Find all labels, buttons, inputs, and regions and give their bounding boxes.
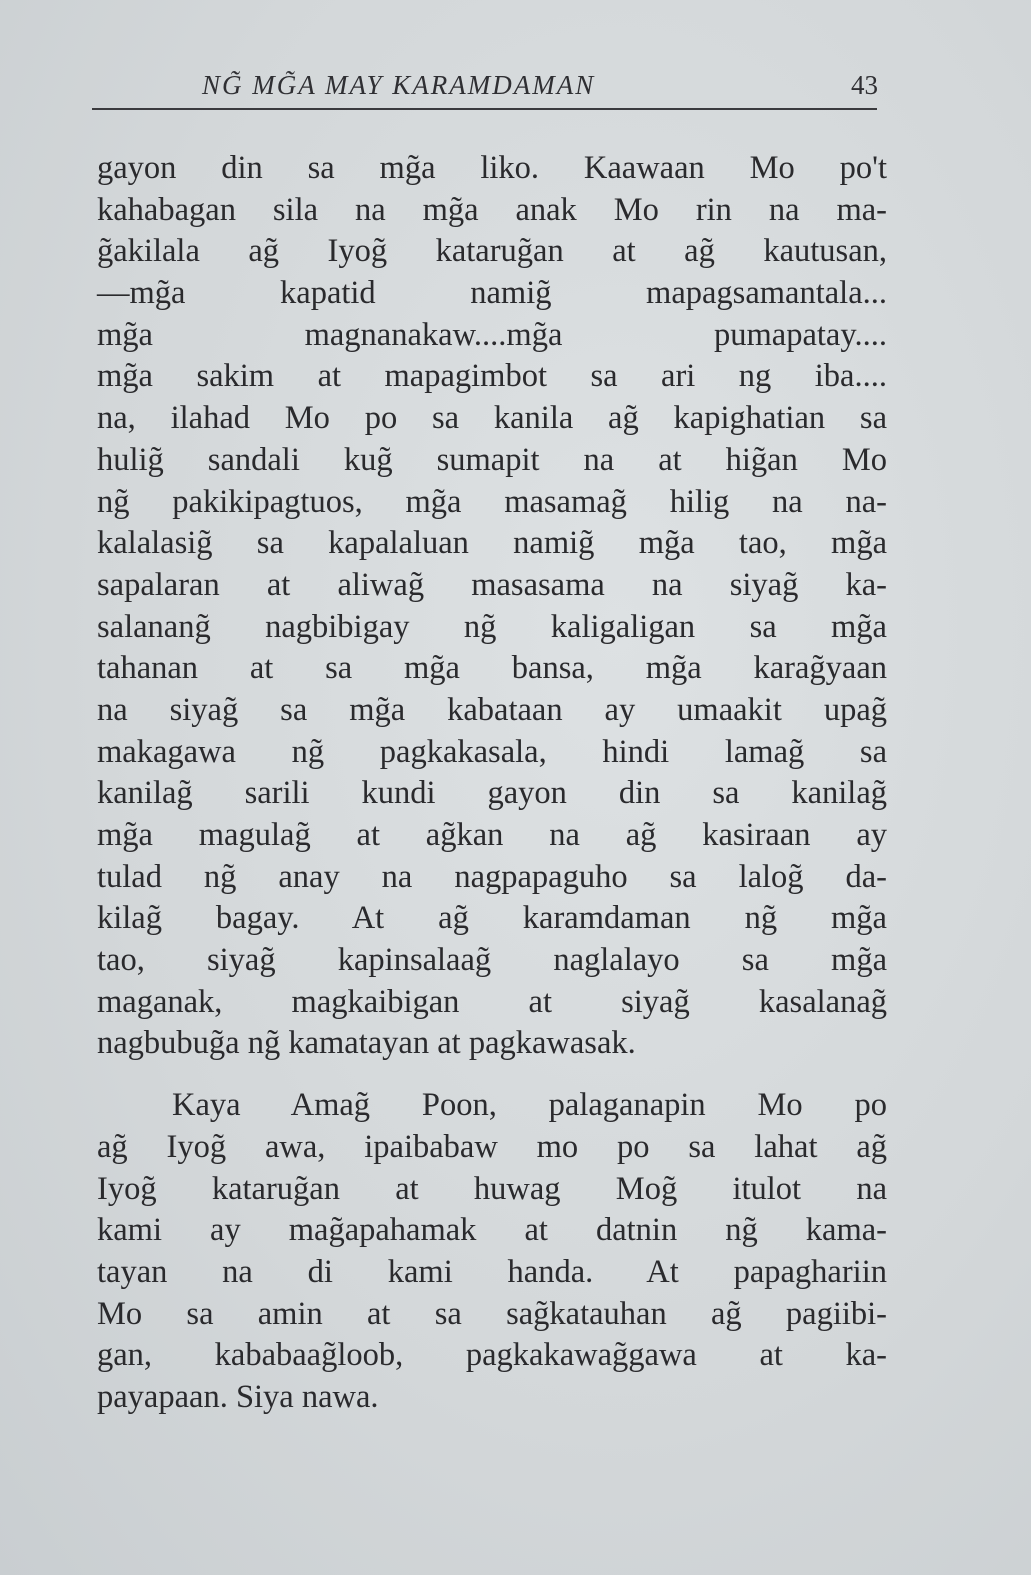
text-line: ng̃ pakikipagtuos, mg̃a masamag̃ hilig na na- — [97, 483, 887, 520]
text-line: kahabagan sila na mg̃a anak Mo rin na ma- — [97, 191, 887, 228]
text-line: sapalaran at aliwag̃ masasama na siyag̃ ka- — [97, 566, 887, 603]
text-line: salanang̃ nagbibigay ng̃ kaligaligan sa mg̃a — [97, 608, 887, 645]
text-line: kilag̃ bagay. At ag̃ karamdaman ng̃ mg̃a — [97, 900, 887, 937]
text-line: Iyog̃ katarug̃an at huwag Mog̃ itulot na — [97, 1170, 887, 1207]
header-rule — [92, 108, 877, 110]
paragraph-gap — [97, 1065, 887, 1085]
body-text — [97, 148, 887, 1419]
text-line: na siyag̃ sa mg̃a kabataan ay umaakit upag̃ — [97, 691, 887, 728]
text-line: kanilag̃ sarili kundi gayon din sa kanilag̃ — [97, 775, 887, 812]
running-head — [92, 70, 882, 110]
text-line: —mg̃a kapatid namig̃ mapagsamantala... — [97, 275, 887, 312]
text-line: ag̃ Iyog̃ awa, ipaibabaw mo po sa lahat ag̃ — [97, 1128, 887, 1165]
paragraph-2 — [97, 1085, 887, 1419]
text-line: tahanan at sa mg̃a bansa, mg̃a karag̃yaan — [97, 650, 887, 687]
text-line: payapaan. Siya nawa. — [97, 1378, 379, 1415]
text-line: kami ay mag̃apahamak at datnin ng̃ kama- — [97, 1212, 887, 1249]
text-line: mg̃a magulag̃ at ag̃kan na ag̃ kasiraan ay — [97, 817, 887, 853]
running-title: NG̃ MG̃A MAY KARAMDAMAN — [202, 70, 596, 100]
text-line: gan, kababaag̃loob, pagkakawag̃gawa at ka- — [97, 1337, 887, 1374]
text-line: tulad ng̃ anay na nagpapaguho sa lalog̃ da- — [97, 858, 887, 895]
text-line: tao, siyag̃ kapinsalaag̃ naglalayo sa mg̃a — [97, 942, 887, 979]
text-line: na, ilahad Mo po sa kanila ag̃ kapighatian sa — [97, 400, 887, 437]
text-line: tayan na di kami handa. At papaghariin — [97, 1253, 887, 1290]
text-line: kalalasig̃ sa kapalaluan namig̃ mg̃a tao, mg̃a — [97, 525, 887, 562]
text-line: maganak, magkaibigan at siyag̃ kasalanag̃ — [97, 983, 887, 1020]
text-line: g̃akilala ag̃ Iyog̃ katarug̃an at ag̃ kautusan, — [97, 233, 887, 270]
text-line: makagawa ng̃ pagkakasala, hindi lamag̃ sa — [97, 733, 887, 770]
page-number: 43 — [851, 70, 878, 100]
text-line: mg̃a sakim at mapagimbot sa ari ng iba.... — [97, 358, 887, 395]
text-line: Kaya Amag̃ Poon, palaganapin Mo po — [172, 1087, 887, 1124]
text-line: nagbubug̃a ng̃ kamatayan at pagkawasak. — [97, 1025, 636, 1062]
paragraph-1 — [97, 148, 887, 1065]
text-line: mg̃a magnanakaw....mg̃a pumapatay.... — [97, 316, 887, 353]
text-line: hulig̃ sandali kug̃ sumapit na at hig̃an Mo — [97, 441, 887, 478]
text-line: gayon din sa mg̃a liko. Kaawaan Mo po't — [97, 150, 887, 186]
text-line: Mo sa amin at sa sag̃katauhan ag̃ pagiibi- — [97, 1295, 887, 1332]
